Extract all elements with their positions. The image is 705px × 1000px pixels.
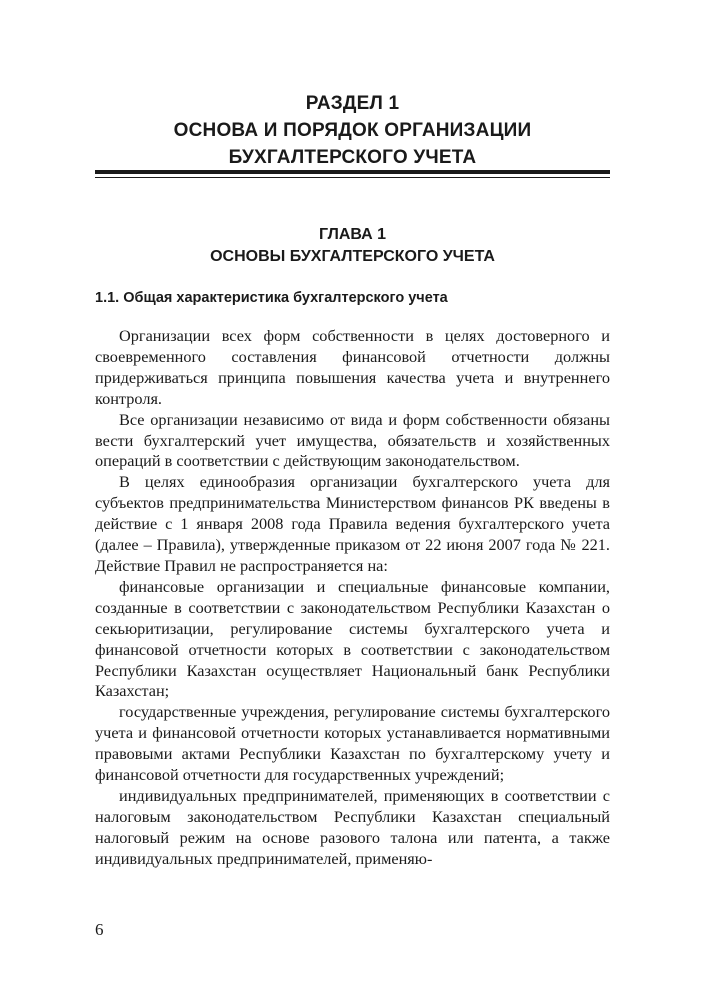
section-title-line-1: ОСНОВА И ПОРЯДОК ОРГАНИЗАЦИИ	[173, 120, 532, 141]
body-text	[95, 326, 610, 870]
subsection-title: 1.1. Общая характеристика бухгалтерского учета	[95, 290, 448, 306]
paragraph: В целях единообразия организации бухгалтерского учета для субъектов предпринимательства Министерством финансов РК введены в действие с 1 января 2008 года Правила ведения бухгалтерского учета (далее – Правила), утвержденные приказом от 22 июня 2007 года № 221. Действие Правил не распространяется на:	[95, 472, 610, 575]
list-item: финансовые организации и специальные финансовые компании, созданные в соответствии с законодательством Республики Казахстан о секьюритизации, регулирование системы бухгалтерского учета и финансовой отчетности которых в соответствии с законодательством Республики Казахстан осуществляет Национальный банк Республики Казахстан;	[95, 576, 610, 701]
heading-rule-thick	[95, 170, 610, 174]
section-number: РАЗДЕЛ 1	[305, 93, 400, 114]
chapter-title: ОСНОВЫ БУХГАЛТЕРСКОГО УЧЕТА	[210, 248, 495, 265]
paragraph: Все организации независимо от вида и форм собственности обязаны вести бухгалтерский учет имущества, обязательств и хозяйственных операций в соответствии с действующим законодательством.	[95, 409, 610, 471]
paragraph: Организации всех форм собственности в целях достоверного и своевременного составления финансовой отчетности должны придерживаться принципа повышения качества учета и внутреннего контроля.	[95, 326, 610, 408]
chapter-heading	[95, 224, 610, 268]
list-item: индивидуальных предпринимателей, применяющих в соответствии с налоговым законодательством Республики Казахстан специальный налоговый режим на основе разового талона или патента, а также индивидуальных предпринимателей, применяю-	[95, 785, 610, 868]
section-title-line-2: БУХГАЛТЕРСКОГО УЧЕТА	[228, 147, 477, 168]
heading-rule-thin	[95, 177, 610, 178]
section-heading	[95, 90, 610, 171]
chapter-number: ГЛАВА 1	[318, 226, 387, 243]
list-item: государственные учреждения, регулирование системы бухгалтерского учета и финансовой отчетности которых устанавливается нормативными правовыми актами Республики Казахстан по бухгалтерскому учету и финансовой отчетности для государственных учреждений;	[95, 702, 610, 785]
page-number: 6	[95, 920, 104, 939]
